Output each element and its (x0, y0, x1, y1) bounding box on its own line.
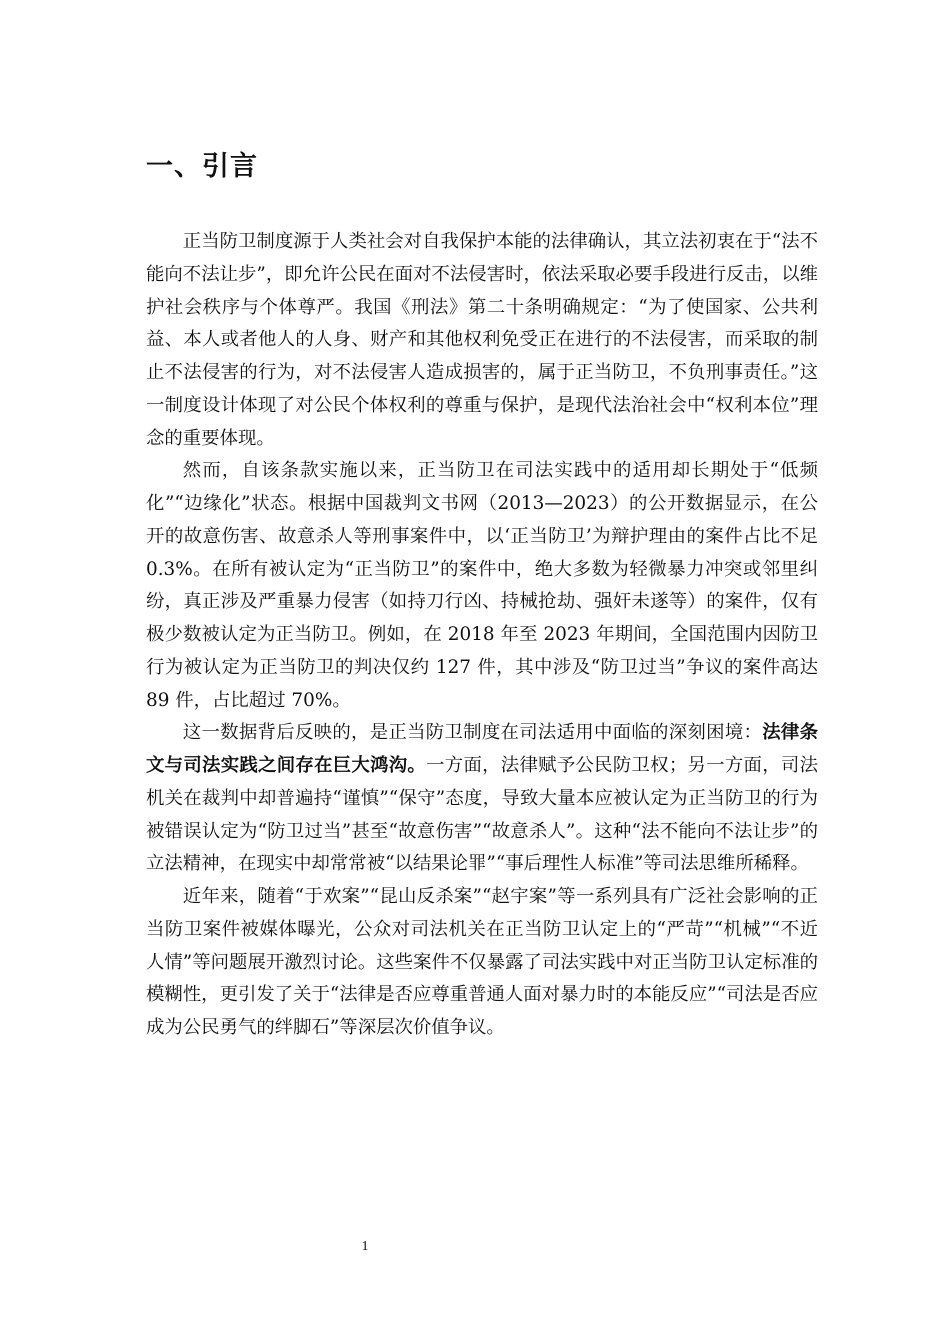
body-text (146, 226, 818, 1045)
paragraph-3-emphasis: 法律条文与司法实践之间存在巨大鸿沟。 (146, 722, 818, 776)
paragraph-2: 然而，自该条款实施以来，正当防卫在司法实践中的适用却长期处于“低频化”“边缘化”状态。根据中国裁判文书网（2013—2023）的公开数据显示，在公开的故意伤害、故意杀人等刑事案件中，以‘正当防卫’为辩护理由的案件占比不足 0.3%。在所有被认定为“正当防卫”的案件中，绝大多数为轻微暴力冲突或邻里纠纷，真正涉及严重暴力侵害（如持刀行凶、持械抢劫、强奸未遂等）的案件，仅有极少数被认定为正当防卫。例如，在 2018 年至 2023 年期间，全国范围内因防卫行为被认定为正当防卫的判决仅约 127 件，其中涉及“防卫过当”争议的案件高达 89 件，占比超过 70%。 (146, 460, 818, 711)
paragraph-4: 近年来，随着“于欢案”“昆山反杀案”“赵宇案”等一系列具有广泛社会影响的正当防卫案件被媒体曝光，公众对司法机关在正当防卫认定上的“严苛”“机械”“不近人情”等问题展开激烈讨论。这些案件不仅暴露了司法实践中对正当防卫认定标准的模糊性，更引发了关于“法律是否应尊重普通人面对暴力时的本能反应”“司法是否应成为公民勇气的绊脚石”等深层次价值争议。 (146, 886, 818, 1038)
paragraph-1: 正当防卫制度源于人类社会对自我保护本能的法律确认，其立法初衷在于“法不能向不法让步”，即允许公民在面对不法侵害时，依法采取必要手段进行反击，以维护社会秩序与个体尊严。我国《刑法》第二十条明确规定：“为了使国家、公共利益、本人或者他人的人身、财产和其他权利免受正在进行的不法侵害，而采取的制止不法侵害的行为，对不法侵害人造成损害的，属于正当防卫，不负刑事责任。”这一制度设计体现了对公民个体权利的尊重与保护，是现代法治社会中“权利本位”理念的重要体现。 (146, 231, 818, 449)
page-number: 1 (361, 1239, 369, 1254)
paragraph-3-rest: 一方面，法律赋予公民防卫权；另一方面，司法机关在裁判中却普遍持“谨慎”“保守”态度，导致大量本应被认定为正当防卫的行为被错误认定为“防卫过当”甚至“故意伤害”“故意杀人”。这种“法不能向不法让步”的立法精神，在现实中却常常被“以结果论罪”“事后理性人标准”等司法思维所稀释。 (146, 755, 818, 875)
paragraph-3 (146, 717, 818, 881)
paragraph-3-lead: 这一数据背后反映的，是正当防卫制度在司法适用中面临的深刻困境： (182, 722, 763, 744)
section-heading: 一、引言 (146, 151, 258, 182)
